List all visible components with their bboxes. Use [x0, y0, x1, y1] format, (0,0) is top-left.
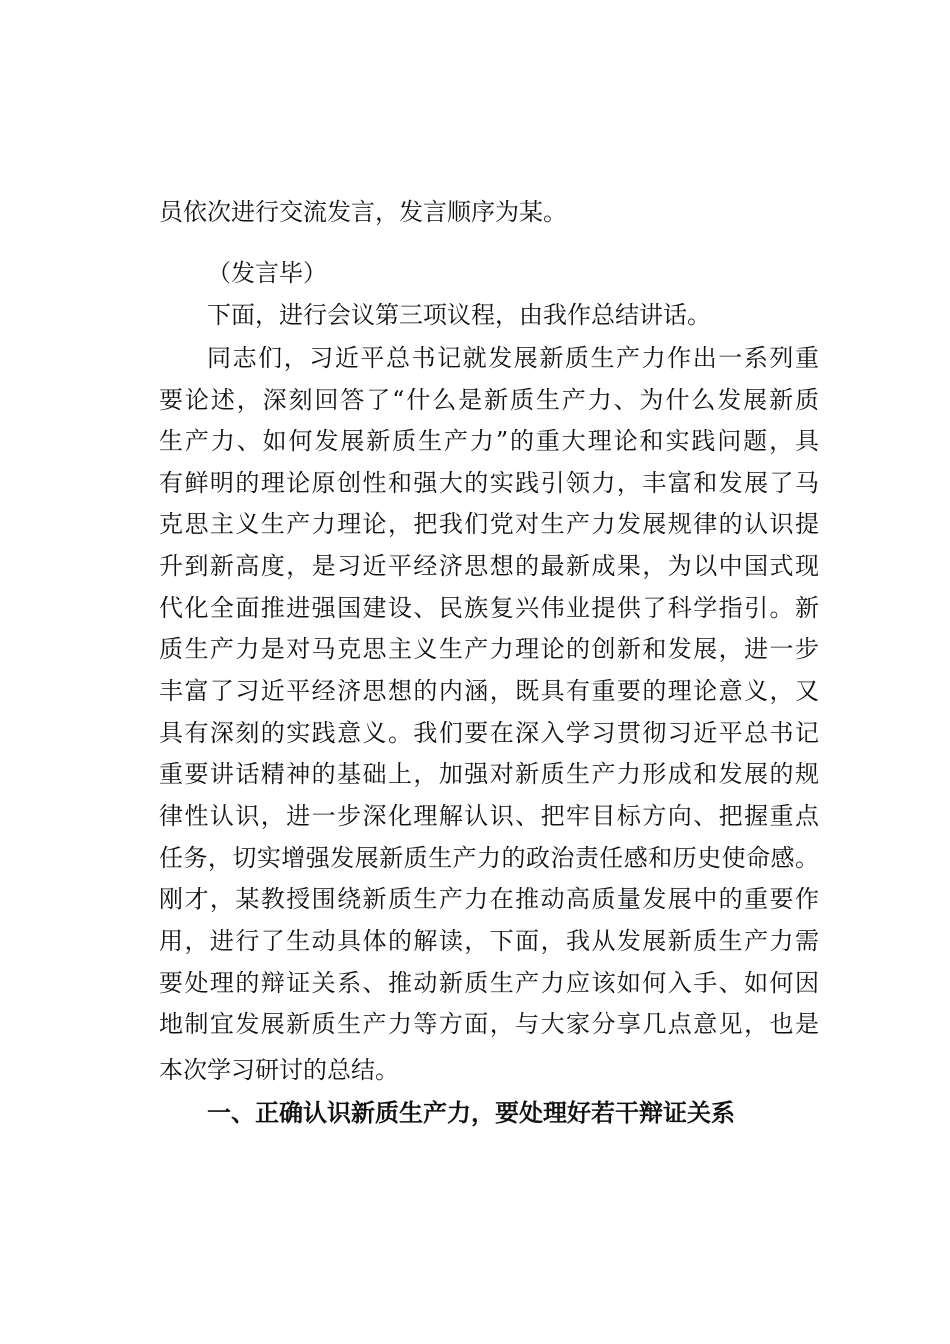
- body-line-16: 要处理的辩证关系、推动新质生产力应该如何入手、如何因: [159, 969, 819, 997]
- body-line-17: 地制宜发展新质生产力等方面，与大家分享几点意见，也是: [159, 1010, 819, 1038]
- body-line-6: 升到新高度，是习近平经济思想的最新成果，为以中国式现: [159, 552, 819, 580]
- body-line-10: 具有深刻的实践意义。我们要在深入学习贯彻习近平总书记: [159, 719, 819, 747]
- agenda-line: 下面，进行会议第三项议程，由我作总结讲话。: [207, 301, 711, 329]
- body-line-14: 刚才，某教授围绕新质生产力在推动高质量发展中的重要作: [159, 885, 819, 913]
- body-line-12: 律性认识，进一步深化理解认识、把牢目标方向、把握重点: [159, 802, 819, 830]
- body-line-2: 要论述，深刻回答了“什么是新质生产力、为什么发展新质: [159, 386, 819, 414]
- body-line-7: 代化全面推进强国建设、民族复兴伟业提供了科学指引。新: [159, 594, 819, 622]
- body-line-15: 用，进行了生动具体的解读，下面，我从发展新质生产力需: [159, 927, 819, 955]
- body-line-9: 丰富了习近平经济思想的内涵，既具有重要的理论意义，又: [159, 677, 819, 705]
- body-line-4: 有鲜明的理论原创性和强大的实践引领力，丰富和发展了马: [159, 469, 819, 497]
- body-line-5: 克思主义生产力理论，把我们党对生产力发展规律的认识提: [159, 510, 819, 538]
- speech-end-note: （发言毕）: [207, 259, 327, 287]
- section-heading: 一、正确认识新质生产力，要处理好若干辩证关系: [207, 1099, 735, 1127]
- body-line-18: 本次学习研讨的总结。: [159, 1056, 399, 1084]
- body-line-8: 质生产力是对马克思主义生产力理论的创新和发展，进一步: [159, 635, 819, 663]
- body-line-3: 生产力、如何发展新质生产力”的重大理论和实践问题，具: [159, 427, 819, 455]
- opening-line: 员依次进行交流发言，发言顺序为某。: [159, 198, 567, 226]
- body-line-1: 同志们，习近平总书记就发展新质生产力作出一系列重: [207, 344, 819, 372]
- body-line-11: 重要讲话精神的基础上，加强对新质生产力形成和发展的规: [159, 760, 819, 788]
- body-line-13: 任务，切实增强发展新质生产力的政治责任感和历史使命感。: [159, 844, 819, 872]
